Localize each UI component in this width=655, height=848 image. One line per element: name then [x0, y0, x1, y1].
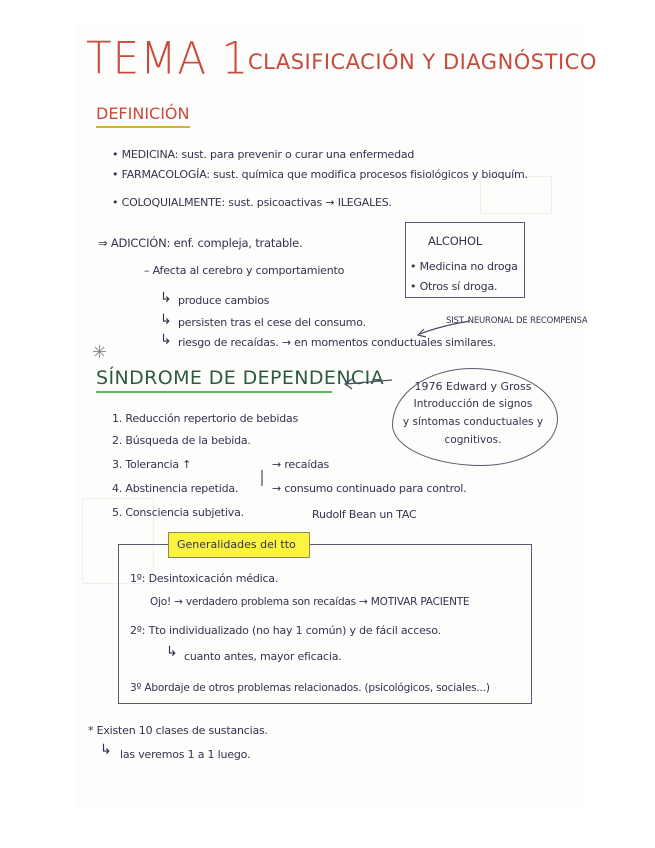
sindrome-item: 2. Búsqueda de la bebida. — [112, 434, 251, 447]
generalidades-item: Ojo! → verdadero problema son recaídas → MOTIVAR PACIENTE — [150, 596, 470, 608]
sindrome-item: 5. Consciencia subjetiva. — [112, 506, 244, 519]
asterisk-icon: ✳ — [92, 342, 108, 363]
sindrome-item: 3. Tolerancia ↑ — [112, 458, 192, 471]
definicion-item: • COLOQUIALMENTE: sust. psicoactivas → ILEGALES. — [112, 196, 392, 209]
sindrome-heading: SÍNDROME DE DEPENDENCIA — [96, 367, 385, 389]
definicion-heading: DEFINICIÓN — [96, 104, 190, 123]
sindrome-item: 1. Reducción repertorio de bebidas — [112, 412, 299, 425]
adiccion-sub-arrow: ↳ — [160, 290, 172, 306]
footer-note: las veremos 1 a 1 luego. — [120, 748, 251, 761]
alcohol-title: ALCOHOL — [428, 234, 483, 248]
page-subtitle: CLASIFICACIÓN Y DIAGNÓSTICO — [248, 50, 597, 74]
adiccion-affects: – Afecta al cerebro y comportamiento — [144, 264, 345, 277]
page-title: TEMA 1 — [86, 32, 250, 85]
sindrome-right: → recaídas — [272, 458, 330, 471]
recompensa-note: SIST. NEURONAL DE RECOMPENSA — [446, 316, 588, 326]
alcohol-line: • Medicina no droga — [410, 260, 518, 273]
cloud-line: y síntomas conductuales y — [402, 416, 544, 428]
sindrome-item: 4. Abstinencia repetida. — [112, 482, 239, 495]
cloud-arrow — [346, 380, 392, 384]
sindrome-author: Rudolf Bean un TAC — [312, 508, 417, 521]
footer-note: * Existen 10 clases de sustancias. — [88, 724, 268, 737]
adiccion-sub: riesgo de recaídas. → en momentos conductuales similares. — [178, 336, 497, 349]
cloud-line: Introducción de signos — [413, 398, 533, 410]
footer-sub-arrow: ↳ — [100, 742, 112, 758]
definicion-item: • FARMACOLOGÍA: sust. química que modifica procesos fisiológicos y bioquím. — [112, 168, 528, 181]
cloud-line: 1976 Edward y Gross — [414, 380, 532, 393]
adiccion-sub: produce cambios — [178, 294, 270, 307]
generalidades-sub-arrow: ↳ — [166, 644, 178, 660]
recompensa-arrow — [420, 321, 470, 334]
generalidades-item: 3º Abordaje de otros problemas relacionados. (psicológicos, sociales...) — [130, 682, 490, 694]
sindrome-right: → consumo continuado para control. — [272, 482, 467, 495]
alcohol-line: • Otros sí droga. — [410, 280, 498, 293]
generalidades-heading: Generalidades del tto — [177, 538, 296, 551]
generalidades-item: 2º: Tto individualizado (no hay 1 común) y de fácil acceso. — [130, 624, 441, 637]
cloud-line: cognitivos. — [444, 434, 502, 446]
adiccion-sub-arrow: ↳ — [160, 312, 172, 328]
adiccion-line: ⇒ ADICCIÓN: enf. compleja, tratable. — [98, 236, 303, 250]
generalidades-item: cuanto antes, mayor eficacia. — [184, 650, 342, 663]
adiccion-sub: persisten tras el cese del consumo. — [178, 316, 366, 329]
definicion-item: • MEDICINA: sust. para prevenir o curar una enfermedad — [112, 148, 415, 161]
generalidades-item: 1º: Desintoxicación médica. — [130, 572, 279, 585]
adiccion-sub-arrow: ↳ — [160, 332, 172, 348]
